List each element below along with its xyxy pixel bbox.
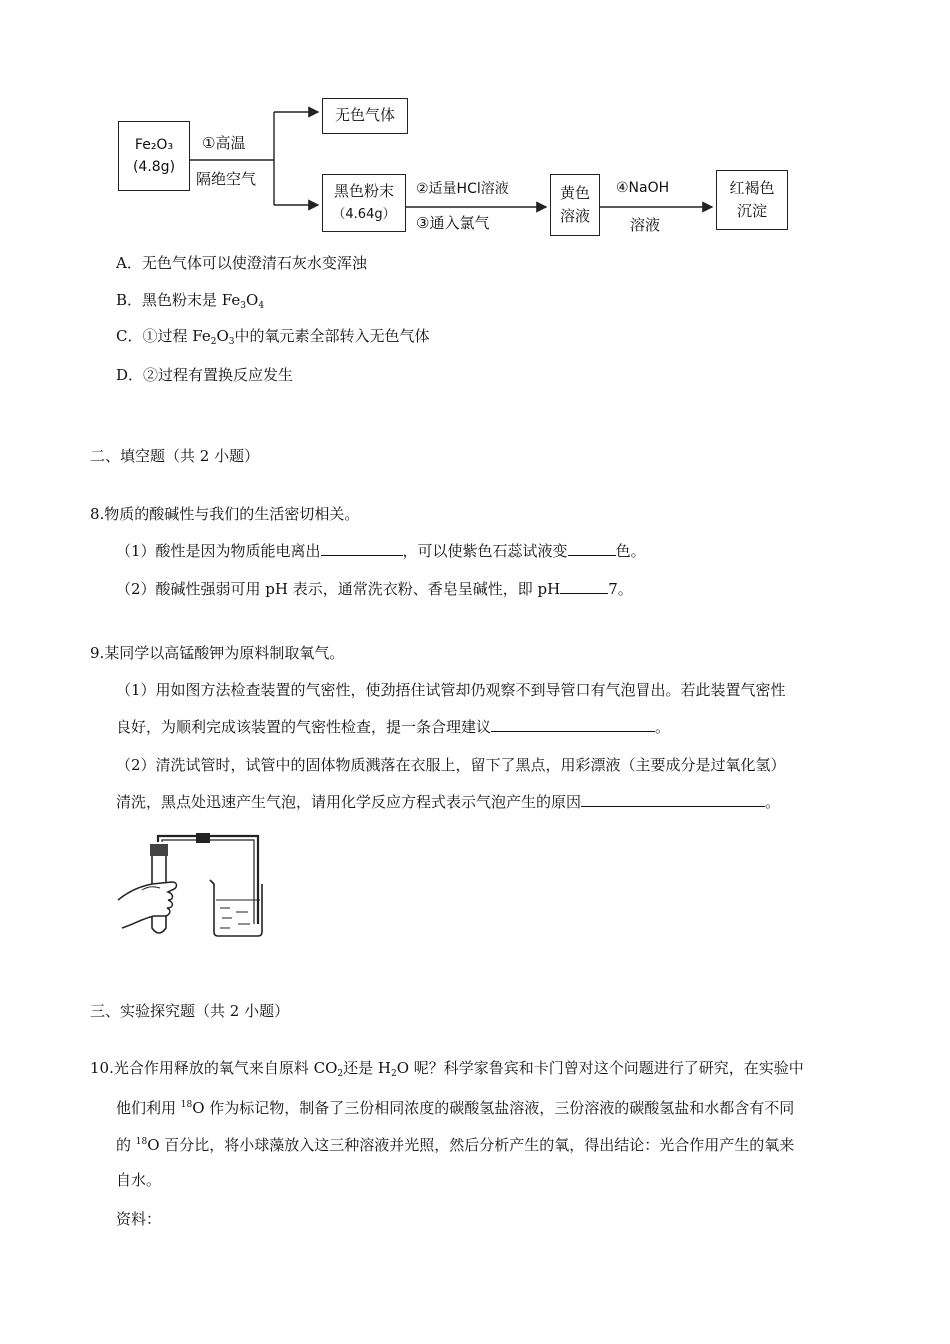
q10-line1: 10.光合作用释放的氧气来自原料 $CO_2$还是 $H_2O$ 呢？科学家鲁宾和卡门曾对这个问题进行了研究，在实验中 — [90, 1059, 804, 1079]
q8-blank2[interactable] — [568, 541, 616, 556]
yellow-line2: 溶液 — [559, 207, 590, 225]
q9-stem: 9.某同学以高锰酸钾为原料制取氧气。 — [90, 644, 345, 662]
q8-part2: （2）酸碱性强弱可用 pH 表示，通常洗衣粉、香皂呈碱性，即 pH 7。 — [116, 580, 633, 598]
q9-blank1[interactable] — [491, 717, 655, 732]
step1-bottom-label: 隔绝空气 — [196, 170, 257, 188]
red-precipitate-box — [716, 170, 788, 230]
q10-line5: 资料： — [116, 1210, 162, 1228]
gas-label: 无色气体 — [334, 106, 395, 124]
section2-heading: 二、填空题（共 2 小题） — [90, 447, 260, 465]
step4-bottom-label: 溶液 — [630, 216, 661, 234]
q10-line3: 的 $^{18}$O 百分比，将小球藻放入这三种溶液并光照，然后分析产生的氧，得出结论：光合作用产生的氧来 — [116, 1136, 795, 1154]
airtightness-apparatus-illustration — [112, 828, 272, 940]
fe2o3-box — [118, 121, 190, 191]
option-c: C．①过程 $Fe_2O_3$中的氧元素全部转入无色气体 — [116, 327, 430, 347]
powder-mass: （4.64g） — [332, 207, 396, 222]
step3-label: ③通入氯气 — [416, 214, 490, 232]
option-a: A．无色气体可以使澄清石灰水变浑浊 — [116, 254, 367, 272]
q9-blank2[interactable] — [581, 792, 765, 807]
step2-label: ②适量HCl溶液 — [416, 181, 509, 197]
red-line2: 沉淀 — [736, 202, 767, 220]
q8-blank1[interactable] — [321, 541, 403, 556]
option-b: B．黑色粉末是 $Fe_3O_4$ — [116, 291, 265, 311]
q8-part1: （1）酸性是因为物质能电离出 ，可以使紫色石蕊试液变 色。 — [116, 542, 646, 560]
q9-part2-line2: 清洗，黑点处迅速产生气泡，请用化学反应方程式表示气泡产生的原因 。 — [116, 793, 781, 811]
powder-box — [322, 174, 406, 232]
flow-diagram — [110, 90, 830, 240]
q9-part1-line2: 良好，为顺利完成该装置的气密性检查，提一条合理建议 。 — [116, 718, 671, 736]
fe2o3-formula: Fe₂O₃ — [134, 137, 174, 153]
q10-line4: 自水。 — [116, 1171, 162, 1189]
powder-name: 黑色粉末 — [333, 182, 394, 200]
option-d: D．②过程有置换反应发生 — [116, 366, 294, 384]
fe2o3-mass: (4.8g) — [132, 159, 176, 175]
q8-stem: 8.物质的酸碱性与我们的生活密切相关。 — [90, 505, 360, 523]
q9-part1-line1: （1）用如图方法检查装置的气密性，使劲捂住试管却仍观察不到导管口有气泡冒出。若此装置气密性 — [116, 681, 786, 699]
yellow-line1: 黄色 — [559, 184, 590, 202]
q9-part2-line1: （2）清洗试管时，试管中的固体物质溅落在衣服上，留下了黑点，用彩漂液（主要成分是过氧化氢） — [116, 756, 786, 774]
step1-top-label: ①高温 — [202, 134, 246, 152]
q10-line2: 他们利用 $^{18}$O 作为标记物，制备了三份相同浓度的碳酸氢盐溶液，三份溶液的碳酸氢盐和水都含有不同 — [116, 1099, 795, 1117]
q8-blank3[interactable] — [560, 579, 608, 594]
yellow-solution-box — [550, 174, 600, 236]
gas-box — [322, 98, 408, 134]
step4-top-label: ④NaOH — [616, 180, 670, 196]
red-line1: 红褐色 — [729, 179, 775, 197]
section3-heading: 三、实验探究题（共 2 小题） — [90, 1002, 290, 1020]
